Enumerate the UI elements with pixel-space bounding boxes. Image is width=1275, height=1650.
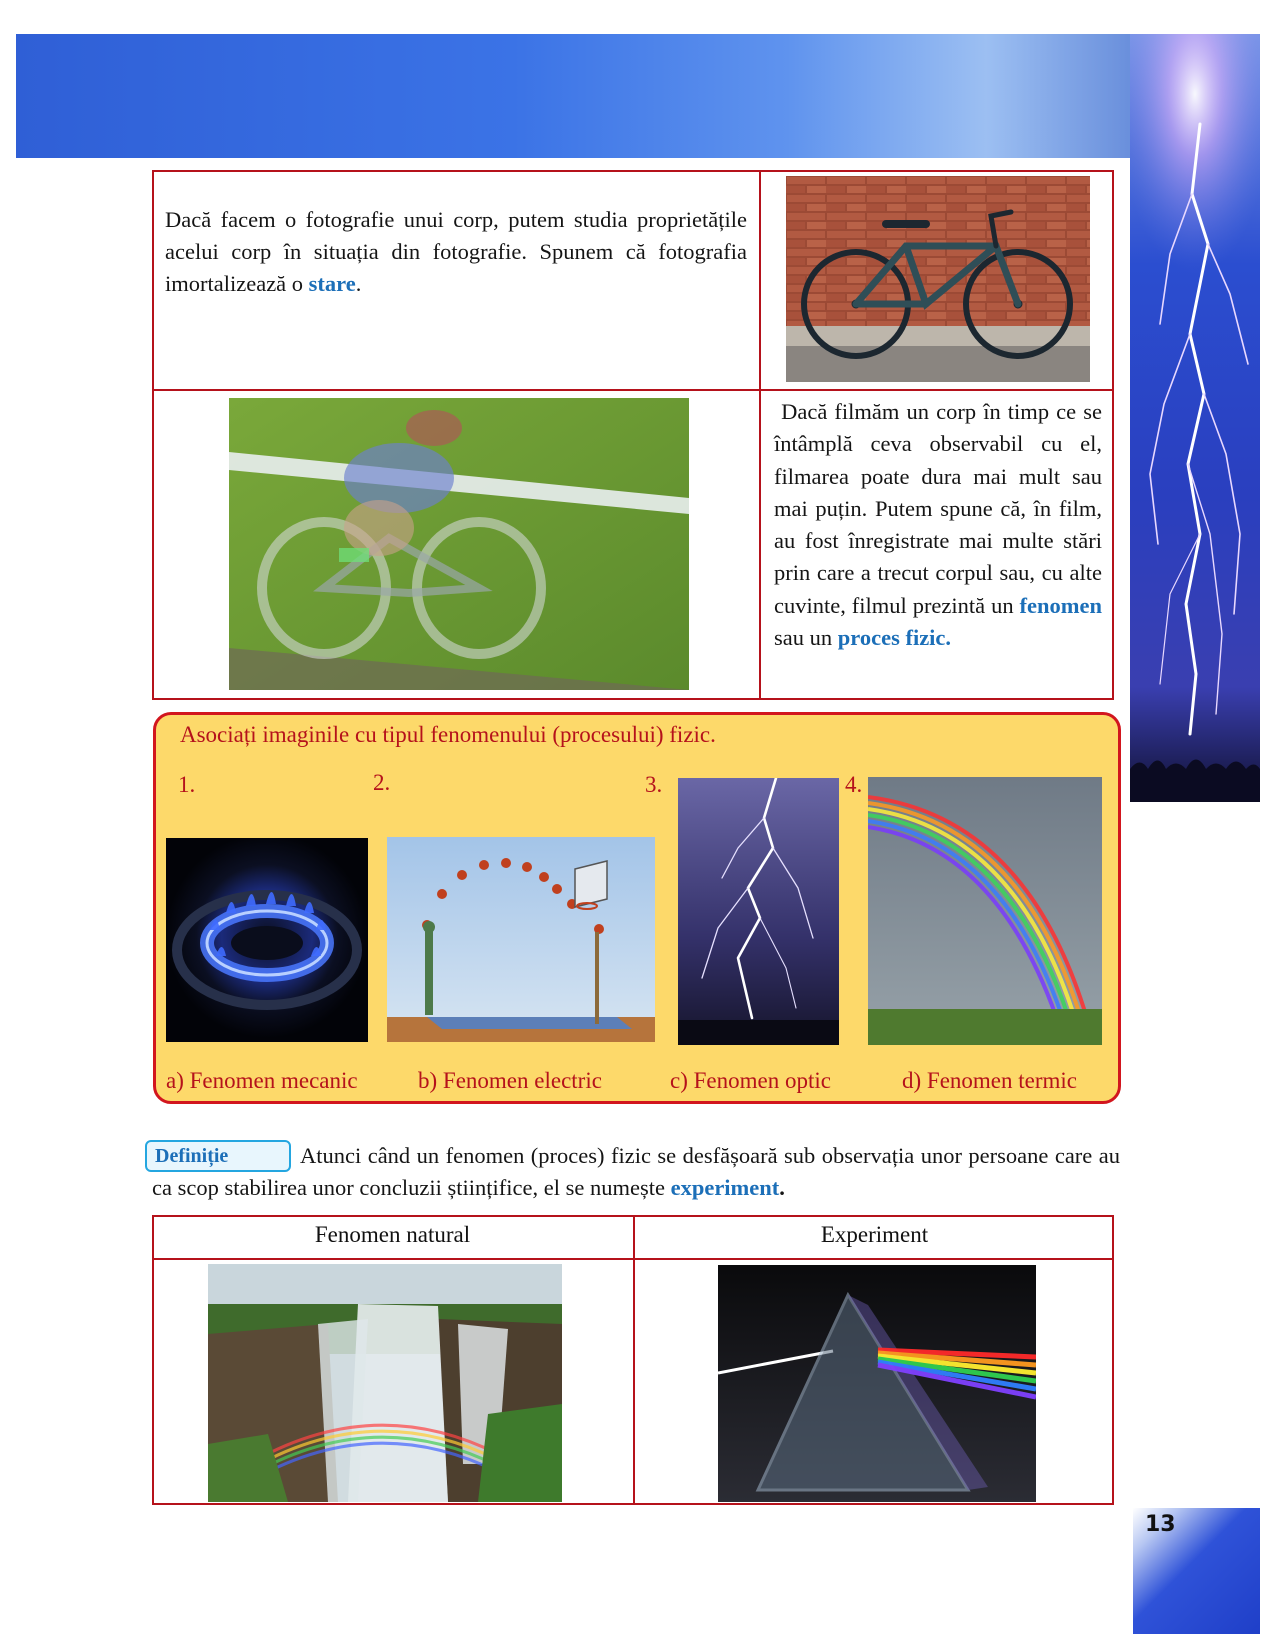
definition-text: Atunci când un fenomen (proces) fizic se desfășoară sub observația unor persoane care au ca scop stabilirea unor concluzii științifice, el se numește experiment.: [152, 1143, 1120, 1200]
option-b: b) Fenomen electric: [418, 1068, 602, 1093]
intro-table-row-divider: [152, 389, 1114, 391]
phenomenon-paragraph: Dacă filmăm un corp în timp ce se întâmplă ceva observabil cu el, filmarea poate dura mai mult sau mai puțin. Putem spune că, în film, au fost înregistrate mai multe stări prin care a trecut corpul sau, cu alte cuvinte, filmul prezintă un fenomen sau un proces fizic.: [774, 399, 1102, 651]
image-number-2: 2.: [373, 770, 391, 795]
intro-table-divider: [759, 170, 761, 700]
basketball-trajectory-photo: [387, 837, 655, 1042]
exercise-instruction: Asociați imaginile cu tipul fenomenului (procesului) fizic.: [180, 722, 716, 747]
image-number-3: 3.: [645, 772, 663, 797]
rainbow-photo: [868, 777, 1102, 1045]
keyword-experiment: experiment: [670, 1175, 780, 1200]
option-c: c) Fenomen optic: [670, 1068, 831, 1093]
image-number-4: 4.: [845, 772, 863, 797]
option-a: a) Fenomen mecanic: [166, 1068, 358, 1093]
page-number: 13: [1145, 1512, 1176, 1537]
image-number-1: 1.: [178, 772, 196, 797]
state-paragraph: Dacă facem o fotografie unui corp, putem studia proprietățile acelui corp în situația din fotografie. Spunem că fotografia imortalizează o stare.: [165, 207, 747, 296]
prism-photo: [718, 1265, 1036, 1502]
option-d: d) Fenomen termic: [902, 1068, 1078, 1093]
cyclist-motion-photo: [229, 398, 689, 690]
waterfall-photo: [208, 1264, 562, 1502]
header-banner: [16, 34, 1260, 158]
keyword-fenomen: fenomen: [1019, 592, 1102, 618]
bicycle-photo: [786, 176, 1090, 382]
header-natural-phenomenon: Fenomen natural: [314, 1222, 471, 1247]
lightning-side-strip: [1130, 34, 1260, 802]
lightning-bolt-icon: [1130, 34, 1260, 802]
comparison-column-divider: [633, 1215, 635, 1505]
definition-badge: Definiție: [145, 1140, 291, 1172]
keyword-stare: stare: [308, 271, 356, 296]
gas-flame-photo: [166, 838, 368, 1042]
header-experiment: Experiment: [820, 1222, 929, 1247]
keyword-proces-fizic: proces fizic.: [837, 625, 952, 651]
lightning-photo: [678, 778, 839, 1045]
